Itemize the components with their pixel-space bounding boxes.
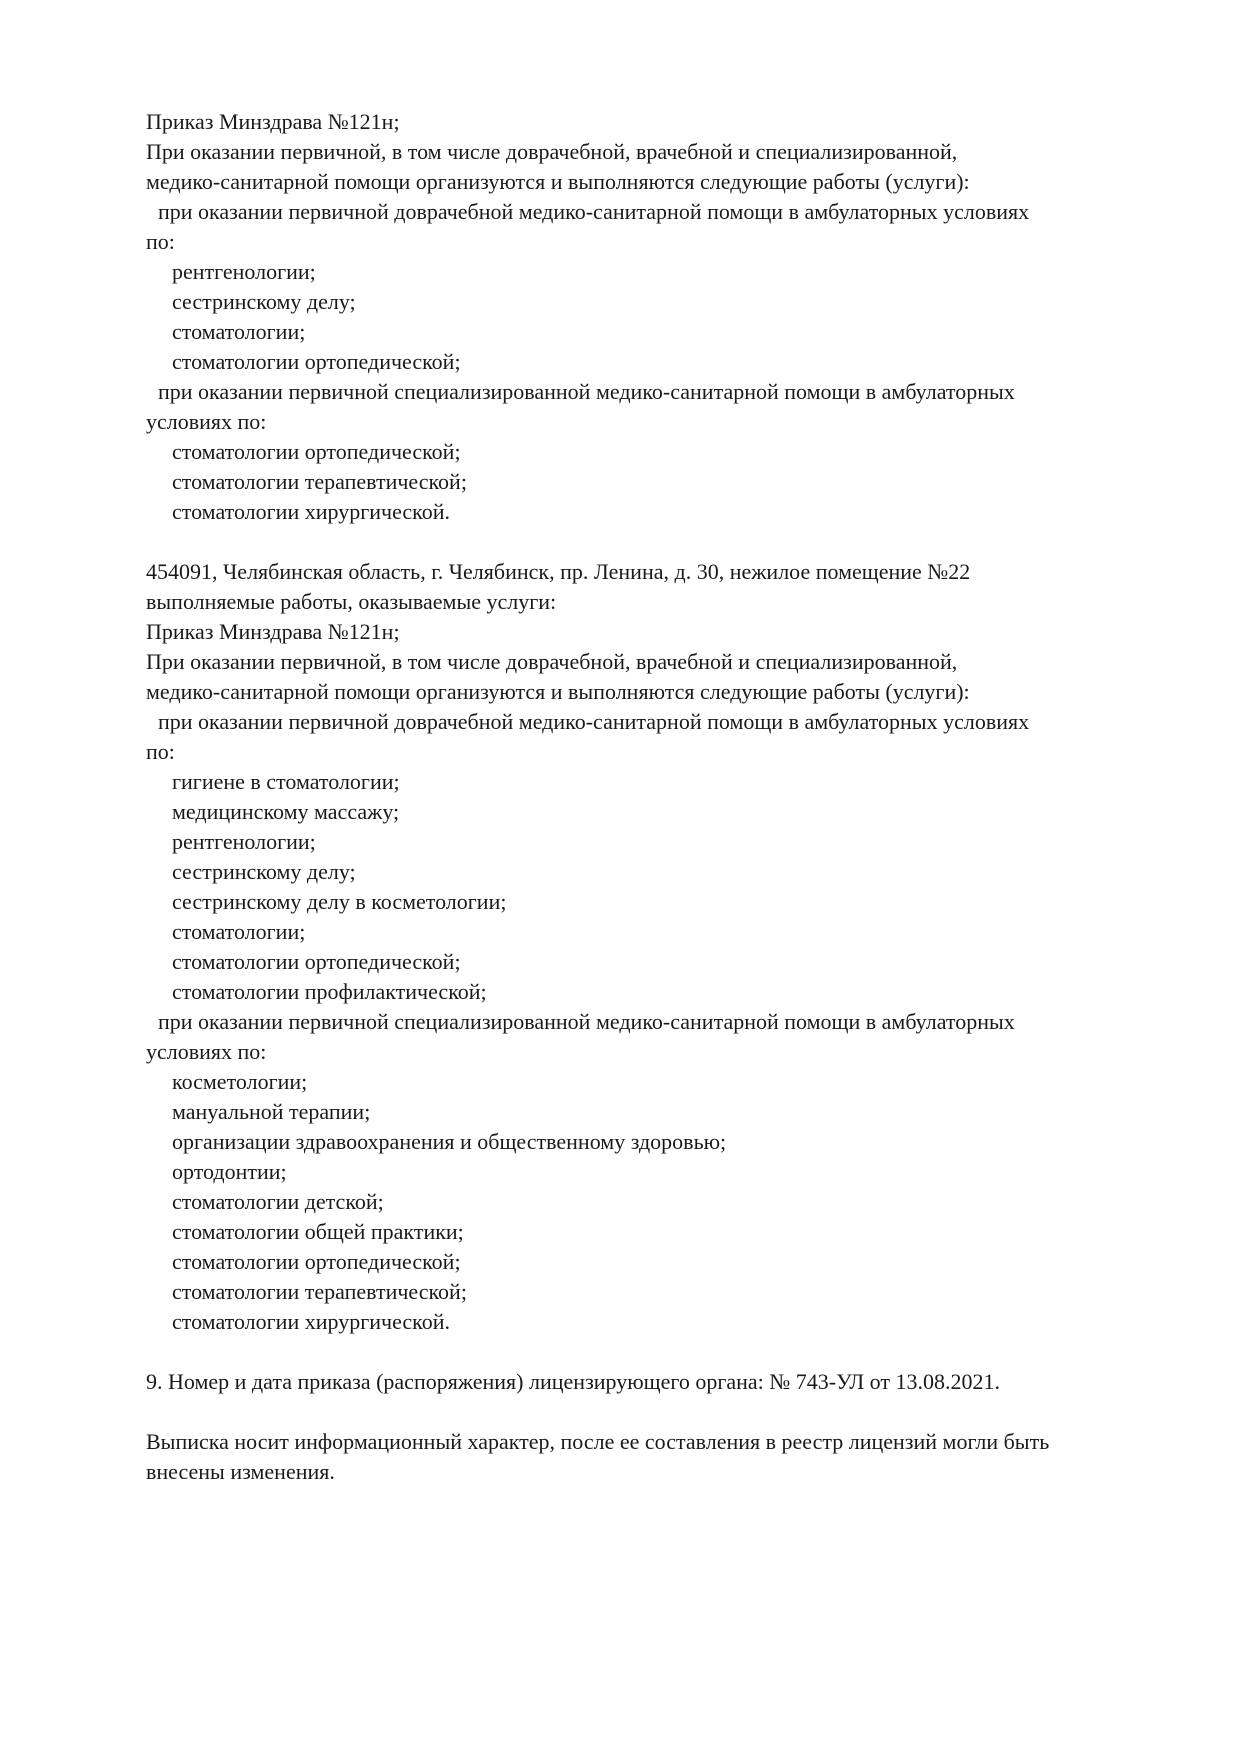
section-heading: при оказании первичной доврачебной медико-санитарной помощи в амбулаторных условиях: [158, 199, 1030, 224]
list-item: стоматологии терапевтической;: [172, 469, 467, 494]
list-item: стоматологии хирургической.: [172, 1309, 450, 1334]
list-item: стоматологии ортопедической;: [172, 1249, 461, 1274]
list-item: стоматологии общей практики;: [172, 1219, 464, 1244]
list-item: сестринскому делу в косметологии;: [172, 889, 507, 914]
section-heading: при оказании первичной специализированной медико-санитарной помощи в амбулаторных: [158, 1009, 1015, 1034]
disclaimer-text: Выписка носит информационный характер, после ее составления в реестр лицензий могли быть: [146, 1429, 1050, 1454]
spacer: [146, 1397, 1186, 1427]
list-item: рентгенологии;: [172, 259, 316, 284]
intro-text: медико-санитарной помощи организуются и выполняются следующие работы (услуги):: [146, 679, 970, 704]
list-item: ортодонтии;: [172, 1159, 287, 1184]
order-reference: Приказ Минздрава №121н;: [146, 619, 400, 644]
disclaimer-text: внесены изменения.: [146, 1459, 335, 1484]
section-heading: по:: [146, 229, 175, 254]
intro-text: медико-санитарной помощи организуются и выполняются следующие работы (услуги):: [146, 169, 970, 194]
section-heading: при оказании первичной специализированной медико-санитарной помощи в амбулаторных: [158, 379, 1015, 404]
section-heading: по:: [146, 739, 175, 764]
section-heading: условиях по:: [146, 1039, 267, 1064]
list-item: мануальной терапии;: [172, 1099, 371, 1124]
section-heading: условиях по:: [146, 409, 267, 434]
spacer: [146, 527, 1186, 557]
document-page: [146, 107, 1186, 1487]
intro-text: При оказании первичной, в том числе доврачебной, врачебной и специализированной,: [146, 139, 958, 164]
list-item: гигиене в стоматологии;: [172, 769, 400, 794]
intro-text: При оказании первичной, в том числе доврачебной, врачебной и специализированной,: [146, 649, 958, 674]
list-item: рентгенологии;: [172, 829, 316, 854]
list-item: стоматологии;: [172, 319, 306, 344]
address-line: 454091, Челябинская область, г. Челябинск, пр. Ленина, д. 30, нежилое помещение №22: [146, 559, 971, 584]
list-item: стоматологии ортопедической;: [172, 439, 461, 464]
list-item: стоматологии ортопедической;: [172, 349, 461, 374]
list-item: косметологии;: [172, 1069, 308, 1094]
works-label: выполняемые работы, оказываемые услуги:: [146, 589, 557, 614]
list-item: сестринскому делу;: [172, 859, 356, 884]
list-item: стоматологии терапевтической;: [172, 1279, 467, 1304]
order-reference: Приказ Минздрава №121н;: [146, 109, 400, 134]
list-item: стоматологии;: [172, 919, 306, 944]
list-item: стоматологии ортопедической;: [172, 949, 461, 974]
list-item: сестринскому делу;: [172, 289, 356, 314]
list-item: медицинскому массажу;: [172, 799, 400, 824]
spacer: [146, 1337, 1186, 1367]
order-number-item: 9. Номер и дата приказа (распоряжения) лицензирующего органа: № 743-УЛ от 13.08.2021.: [146, 1369, 1000, 1394]
list-item: стоматологии хирургической.: [172, 499, 450, 524]
list-item: стоматологии профилактической;: [172, 979, 487, 1004]
list-item: организации здравоохранения и общественному здоровью;: [172, 1129, 727, 1154]
section-heading: при оказании первичной доврачебной медико-санитарной помощи в амбулаторных условиях: [158, 709, 1030, 734]
list-item: стоматологии детской;: [172, 1189, 384, 1214]
